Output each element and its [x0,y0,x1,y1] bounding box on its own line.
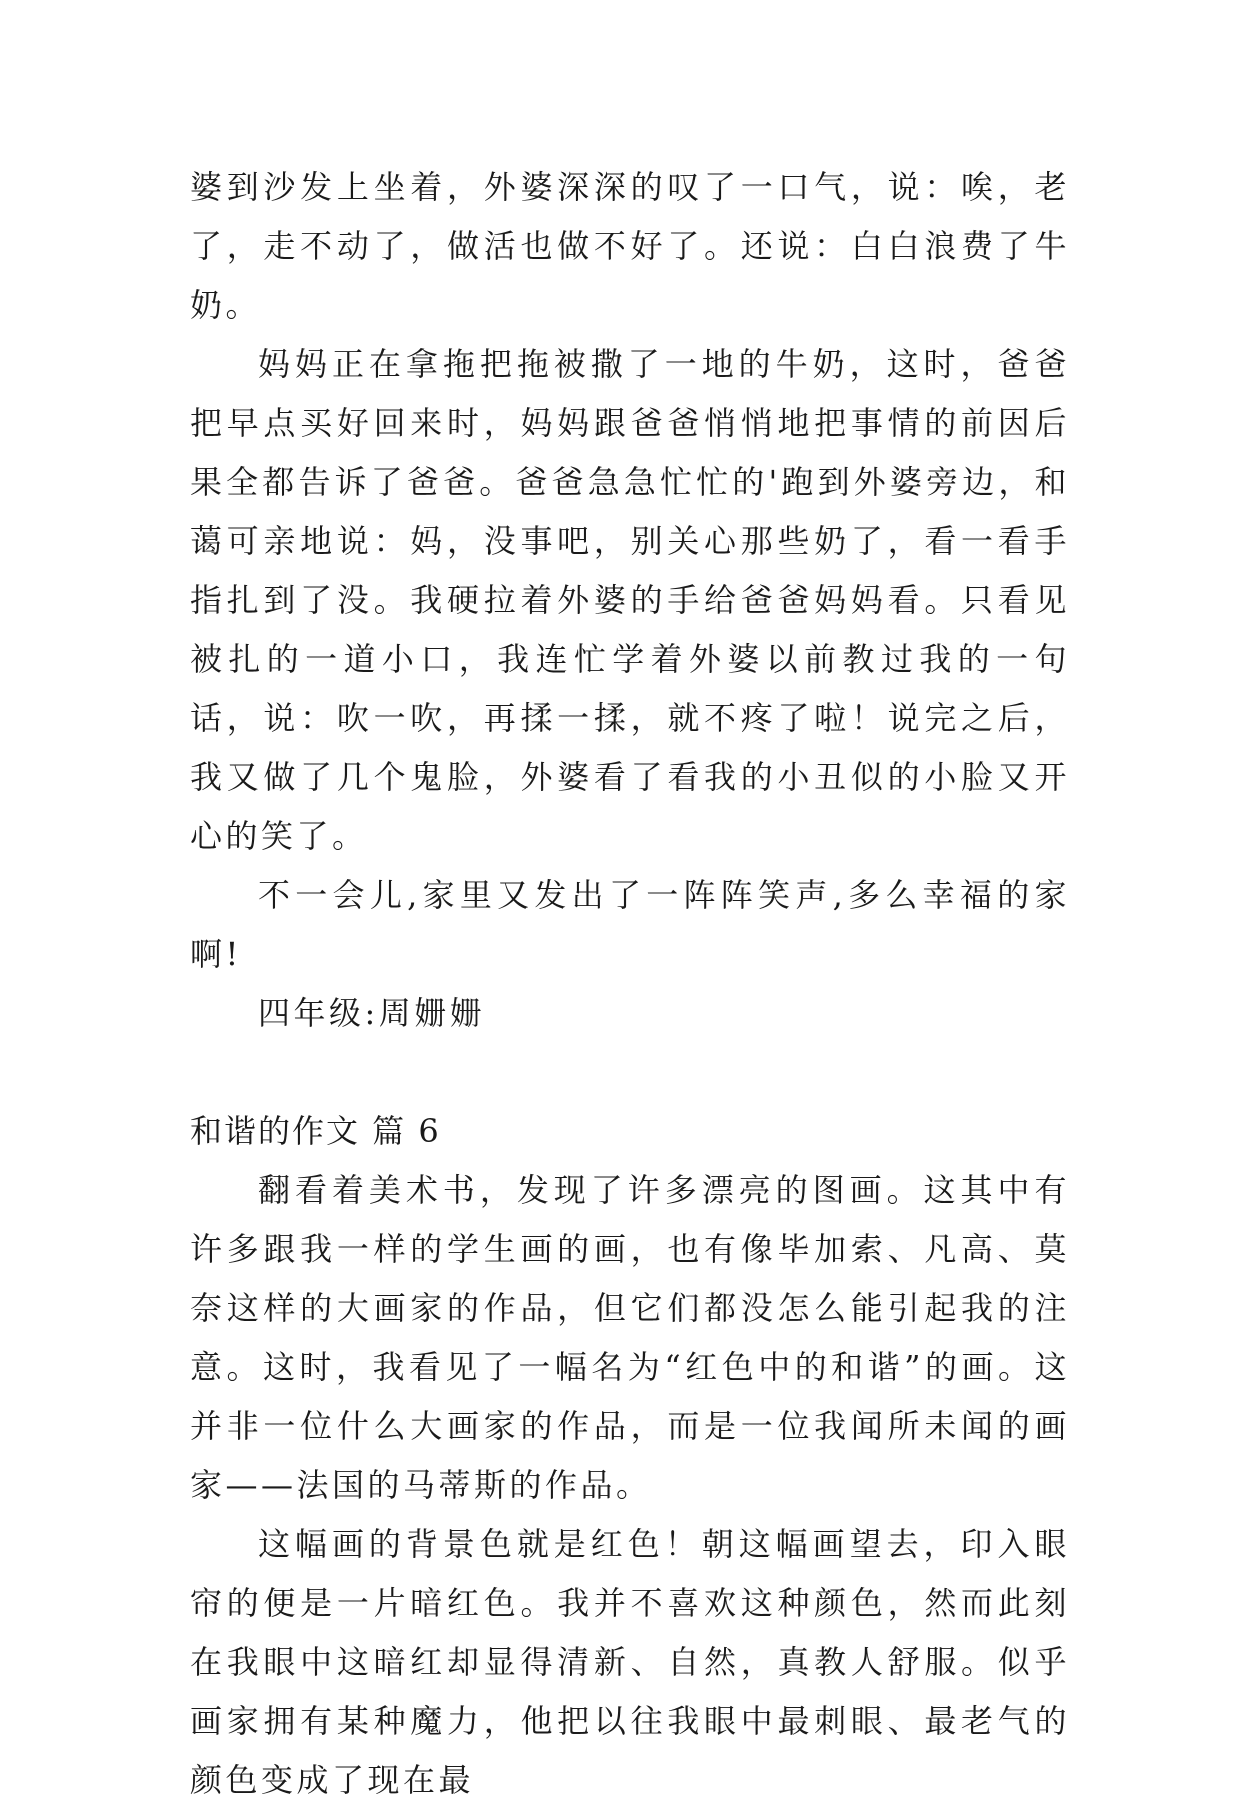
section-gap [190,1043,1070,1102]
author-line: 四年级:周姗姗 [258,994,486,1032]
paragraph-art-book: 翻看着美术书，发现了许多漂亮的图画。这其中有许多跟我一样的学生画的画，也有像毕加索、凡高、莫奈这样的大画家的作品，但它们都没怎么能引起我的注意。这时，我看见了一幅名为“红色中的和谐”的画。这并非一位什么大画家的作品，而是一位我闻所未闻的画家——法国的马蒂斯的作品。 [190,1171,1070,1504]
paragraph-ending: 不一会儿,家里又发出了一阵阵笑声,多么幸福的家啊! [190,876,1070,973]
paragraph-story: 妈妈正在拿拖把拖被撒了一地的牛奶，这时，爸爸把早点买好回来时，妈妈跟爸爸悄悄地把事情的前因后果全都告诉了爸爸。爸爸急急忙忙的'跑到外婆旁边，和蔼可亲地说：妈，没事吧，别关心那些奶了，看一看手指扎到了没。我硬拉着外婆的手给爸爸妈妈看。只看见被扎的一道小口，我连忙学着外婆以前教过我的一句话，说：吹一吹，再揉一揉，就不疼了啦！说完之后，我又做了几个鬼脸，外婆看了看我的小丑似的小脸又开心的笑了。 [190,345,1070,855]
paragraph-painting: 这幅画的背景色就是红色！朝这幅画望去，印入眼帘的便是一片暗红色。我并不喜欢这种颜色，然而此刻在我眼中这暗红却显得清新、自然，真教人舒服。似乎画家拥有某种魔力，他把以往我眼中最刺眼、最老气的颜色变成了现在最 [190,1525,1070,1799]
paragraph-continuation: 婆到沙发上坐着，外婆深深的叹了一口气，说：唉，老了，走不动了，做活也做不好了。还说：白白浪费了牛奶。 [190,168,1070,324]
document-body [190,158,1070,1810]
section-title: 和谐的作文 篇 6 [190,1112,441,1150]
